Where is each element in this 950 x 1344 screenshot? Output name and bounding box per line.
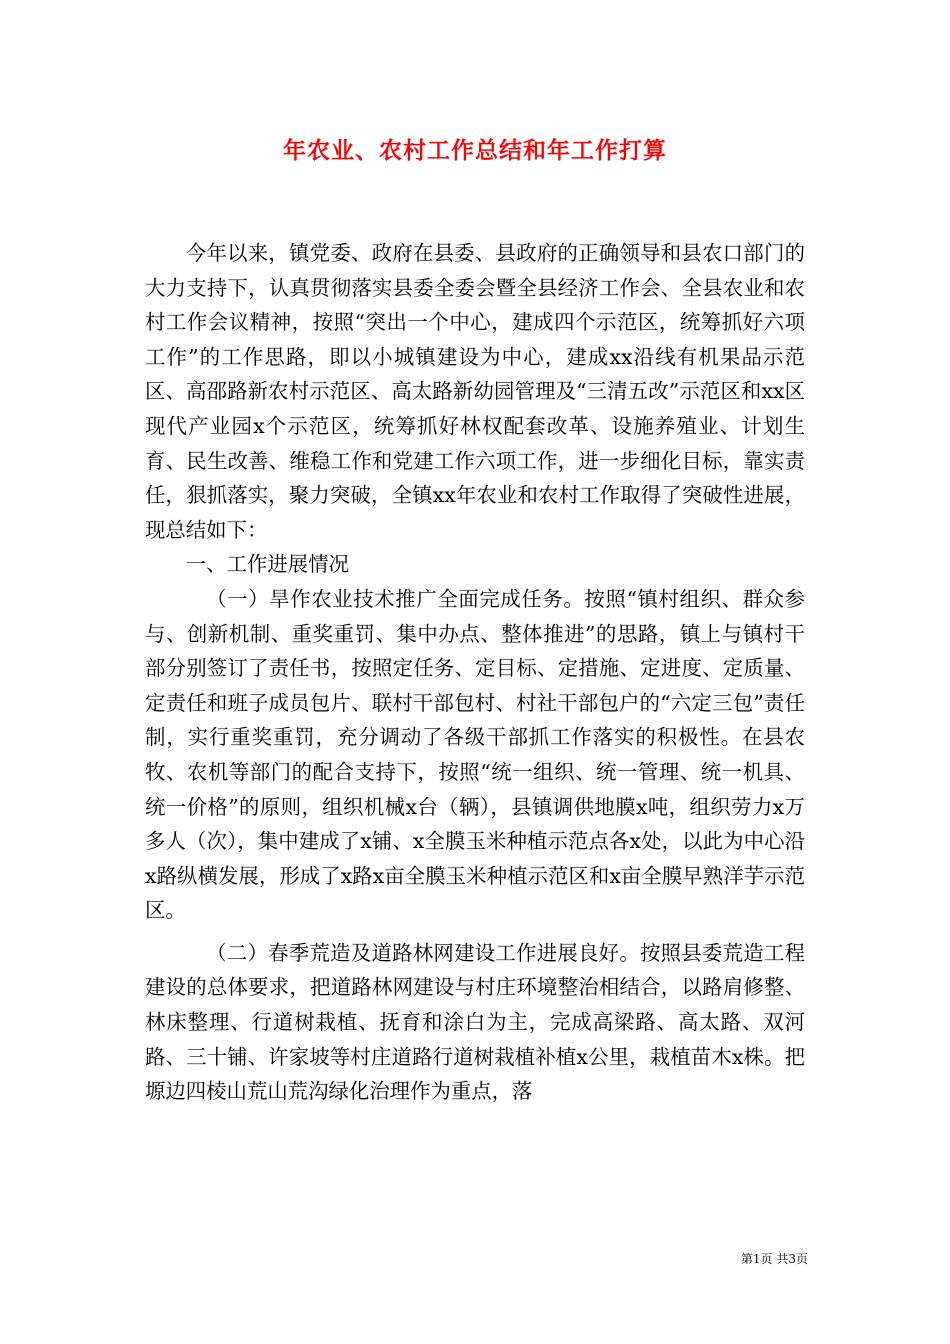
section-heading: 一、工作进展情况	[185, 552, 349, 577]
page-number: 第1页 共3页	[740, 1252, 808, 1266]
document-title: 年农业、农村工作总结和年工作打算	[283, 137, 667, 164]
item-paragraph-1: （一）旱作农业技术推广全面完成任务。按照“镇村组织、群众参与、创新机制、重奖重罚、集中办点、整体推进”的思路，镇上与镇村干部分别签订了责任书，按照定任务、定目标、定措施、定进度、定质量、定责任和班子成员包片、联村干部包村、村社干部包户的“六定三包”责任制，实行重奖重罚，充分调动了各级干部抓工作落实的积极性。在县农牧、农机等部门的配合支持下，按照“统一组织、统一管理、统一机具、统一价格”的原则，组织机械x台（辆），县镇调供地膜x吨，组织劳力x万多人（次），集中建成了x铺、x全膜玉米种植示范点各x处，以此为中心沿x路纵横发展，形成了x路x亩全膜玉米种植示范区和x亩全膜早熟洋芋示范区。	[145, 586, 805, 923]
intro-paragraph: 今年以来，镇党委、政府在县委、县政府的正确领导和县农口部门的大力支持下，认真贯彻落实县委全委会暨全县经济工作会、全县农业和农村工作会议精神，按照“突出一个中心，建成四个示范区，统筹抓好六项工作”的工作思路，即以小城镇建设为中心，建成xx沿线有机果品示范区、高邵路新农村示范区、高太路新幼园管理及“三清五改”示范区和xx区现代产业园x个示范区，统筹抓好林权配套改革、设施养殖业、计划生育、民生改善、维稳工作和党建工作六项工作，进一步细化目标，靠实责任，狠抓落实，聚力突破，全镇xx年农业和农村工作取得了突破性进展，现总结如下：	[145, 241, 805, 542]
item-paragraph-2: （二）春季荒造及道路林网建设工作进展良好。按照县委荒造工程建设的总体要求，把道路林网建设与村庄环境整治相结合，以路肩修整、林床整理、行道树栽植、抚育和涂白为主，完成高梁路、高太路、双河路、三十铺、许家坡等村庄道路行道树栽植补植x公里，栽植苗木x株。把塬边四棱山荒山荒沟绿化治理作为重点，落	[145, 940, 805, 1104]
document-body	[145, 236, 805, 1109]
